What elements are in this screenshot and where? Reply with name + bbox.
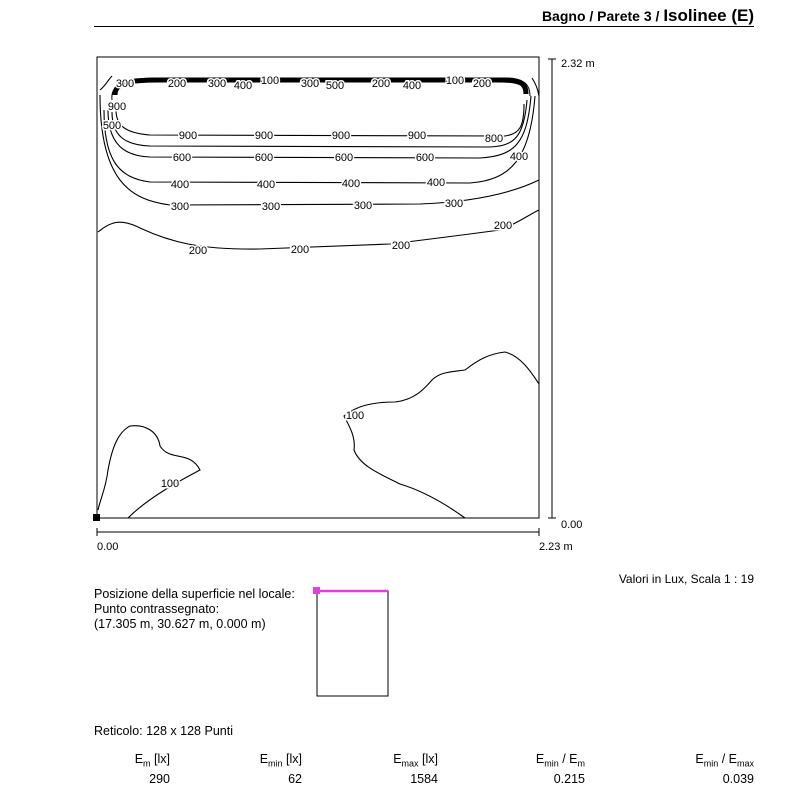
isoline-edge-right <box>532 78 539 96</box>
stat-value: 1584 <box>410 771 438 786</box>
isoline-600 <box>108 96 531 158</box>
contour-label: 500 <box>102 120 122 132</box>
contour-label: 200 <box>290 244 310 256</box>
contour-label: 200 <box>472 78 492 90</box>
contour-label: 400 <box>509 151 529 163</box>
contour-label: 600 <box>172 152 192 164</box>
stat-value: 0.039 <box>722 771 754 786</box>
contour-label: 100 <box>260 75 280 87</box>
contour-label: 200 <box>493 220 513 232</box>
stat-label: $E_m$ [lx] <box>134 752 170 769</box>
title-main: Isolinee (E) <box>663 6 754 25</box>
contour-label: 200 <box>188 245 208 257</box>
stat-value: 290 <box>149 771 170 786</box>
position-info <box>94 587 295 632</box>
x-axis-start-label: 0.00 <box>97 541 119 553</box>
contour-label: 400 <box>341 178 361 190</box>
isoline-edge-left <box>100 76 112 90</box>
contour-label: 300 <box>261 201 281 213</box>
stat-emin-em <box>536 752 585 787</box>
position-line-1: Posizione della superficie nel locale: <box>94 587 295 601</box>
contour-label: 400 <box>170 179 190 191</box>
title-breadcrumb: Bagno / Parete 3 / <box>541 8 664 24</box>
x-axis <box>97 528 539 536</box>
stat-label: $E_{max}$ [lx] <box>393 752 438 769</box>
position-line-3: (17.305 m, 30.627 m, 0.000 m) <box>94 617 266 631</box>
position-line-2: Punto contrassegnato: <box>94 602 220 616</box>
stat-value: 62 <box>288 771 302 786</box>
origin-marker <box>93 514 100 521</box>
contour-label: 400 <box>256 179 276 191</box>
y-axis-top-label: 2.32 m <box>561 58 595 70</box>
contour-label: 300 <box>115 78 135 90</box>
contour-label: 200 <box>371 78 391 90</box>
stat-emax <box>393 752 438 787</box>
contour-label: 100 <box>445 75 465 87</box>
contour-label: 900 <box>178 130 198 142</box>
contour-label: 900 <box>254 130 274 142</box>
contour-label: 100 <box>345 410 365 422</box>
contour-label: 600 <box>334 152 354 164</box>
contour-labels <box>103 75 528 490</box>
contour-label: 200 <box>391 240 411 252</box>
contour-label: 200 <box>167 78 187 90</box>
stat-value: 0.215 <box>553 771 585 786</box>
stat-label: $E_{min} / E_{max}$ <box>695 752 754 769</box>
contour-label: 900 <box>407 130 427 142</box>
isoline-900 <box>116 104 524 136</box>
room-outline <box>317 591 388 696</box>
isolines <box>98 76 539 518</box>
isoline-300 <box>100 95 539 205</box>
contour-label: 400 <box>233 80 253 92</box>
contour-label: 300 <box>353 200 373 212</box>
isoline-800 <box>112 100 527 147</box>
stat-label: $E_{min}$ [lx] <box>259 752 302 769</box>
y-axis-bottom-label: 0.00 <box>561 519 583 531</box>
contour-label: 300 <box>444 198 464 210</box>
isoline-400 <box>104 96 535 183</box>
contour-label: 100 <box>160 478 180 490</box>
marked-point <box>313 587 320 594</box>
stat-label: $E_{min} / E_m$ <box>535 752 585 769</box>
grid-note: Reticolo: 128 x 128 Punti <box>94 724 233 738</box>
room-plan <box>313 587 388 696</box>
contour-label: 800 <box>484 133 504 145</box>
contour-label: 300 <box>170 201 190 213</box>
stat-emin-emax <box>695 752 754 787</box>
contour-label: 500 <box>325 80 345 92</box>
plot-frame <box>97 57 539 518</box>
contour-label: 600 <box>254 152 274 164</box>
isoline-200 <box>98 210 539 249</box>
isoline-100-right <box>344 352 539 518</box>
contour-label: 300 <box>207 78 227 90</box>
contour-label: 400 <box>426 177 446 189</box>
y-axis <box>548 59 556 518</box>
stat-emin <box>260 752 302 787</box>
x-axis-end-label: 2.23 m <box>539 541 573 553</box>
contour-label: 400 <box>402 80 422 92</box>
contour-label: 300 <box>300 78 320 90</box>
isoline-100-left <box>98 426 200 518</box>
stat-em <box>135 752 170 787</box>
contour-label: 600 <box>415 152 435 164</box>
contour-label: 900 <box>107 101 127 113</box>
scale-note: Valori in Lux, Scala 1 : 19 <box>618 572 754 586</box>
contour-label: 900 <box>331 130 351 142</box>
